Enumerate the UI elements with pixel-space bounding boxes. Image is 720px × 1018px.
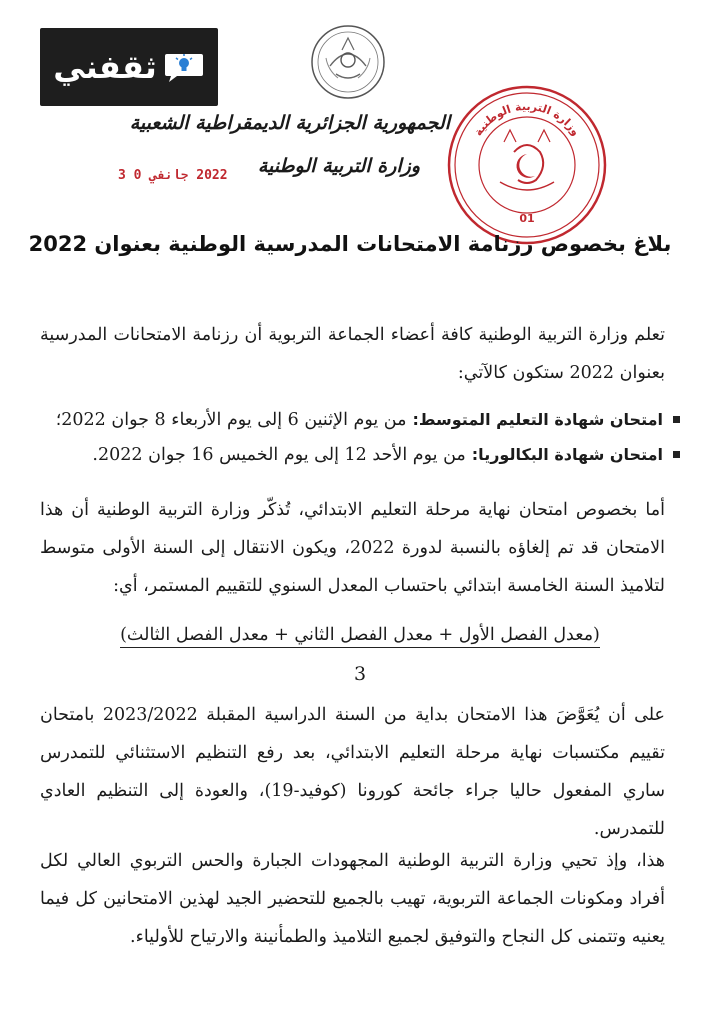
seal-ring-text: وزارة التربية الوطنية bbox=[471, 99, 583, 139]
list-item bbox=[40, 402, 680, 437]
exam-label: امتحان شهادة البكالوريا: bbox=[471, 445, 663, 464]
svg-text:وزارة التربية الوطنية bbox=[472, 100, 583, 138]
average-formula bbox=[0, 625, 720, 645]
watermark-brand: ثقفني bbox=[53, 48, 157, 86]
ministry-seal-icon bbox=[444, 82, 610, 248]
exam-label: امتحان شهادة التعليم المتوسط: bbox=[412, 410, 663, 429]
replacement-paragraph: على أن يُعَوَّضَ هذا الامتحان بداية من السنة الدراسية المقبلة 2023/2022 بامتحان تقييم مكتسبات نهاية مرحلة التعليم الابتدائي، بعد رفع التنظيم الاستثنائي للتمدرس ساري المفعول حاليا جراء جائحة كورونا (كوفيد-19)، والعودة إلى التنظيم العادي للتمدرس. bbox=[40, 705, 666, 839]
exam-schedule-list bbox=[40, 402, 680, 472]
bullet-icon bbox=[673, 451, 680, 458]
bullet-icon bbox=[673, 416, 680, 423]
ministry-heading: وزارة التربية الوطنية bbox=[257, 155, 420, 177]
page-title: بلاغ بخصوص رزنامة الامتحانات المدرسية الوطنية بعنوان 2022 bbox=[28, 232, 672, 256]
exam-dates: من يوم الأحد 12 إلى يوم الخميس 16 جوان 2022. bbox=[92, 444, 466, 465]
formula-numerator: (معدل الفصل الأول + معدل الفصل الثاني + معدل الفصل الثالث) bbox=[120, 625, 600, 648]
document-date: 2022 جانفي 0 3 bbox=[118, 168, 228, 183]
algeria-emblem-icon bbox=[308, 22, 388, 102]
primary-exam-paragraph: أما بخصوص امتحان نهاية مرحلة التعليم الابتدائي، تُذكّر وزارة التربية الوطنية أن هذا الامتحان قد تم إلغاؤه بالنسبة لدورة 2022، ويكون الانتقال إلى السنة الأولى متوسط لتلاميذ السنة الخامسة ابتدائي باحتساب المعدل السنوي للتقييم المستمر، أي: bbox=[40, 500, 665, 596]
lightbulb-chat-icon bbox=[163, 50, 205, 84]
formula-divisor: 3 bbox=[353, 663, 367, 685]
list-item bbox=[40, 437, 680, 472]
republic-heading: الجمهورية الجزائرية الديمقراطية الشعبية bbox=[129, 112, 450, 134]
closing-paragraph: هذا، وإذ تحيي وزارة التربية الوطنية المجهودات الجبارة والحس التربوي العالي لكل أفراد ومكونات الجماعة التربوية، تهيب بالجميع للتحضير الجيد لهذين الامتحانين كل فيما يعنيه وتتمنى كل النجاح والتوفيق لجميع التلاميذ والطمأنينة والارتياح للأولياء. bbox=[40, 851, 665, 947]
watermark-logo bbox=[40, 28, 218, 106]
seal-number: 01 bbox=[519, 212, 535, 225]
exam-dates: من يوم الإثنين 6 إلى يوم الأربعاء 8 جوان 2022؛ bbox=[55, 409, 407, 430]
intro-paragraph: تعلم وزارة التربية الوطنية كافة أعضاء الجماعة التربوية أن رزنامة الامتحانات المدرسية بعنوان 2022 ستكون كالآتي: bbox=[40, 325, 665, 383]
